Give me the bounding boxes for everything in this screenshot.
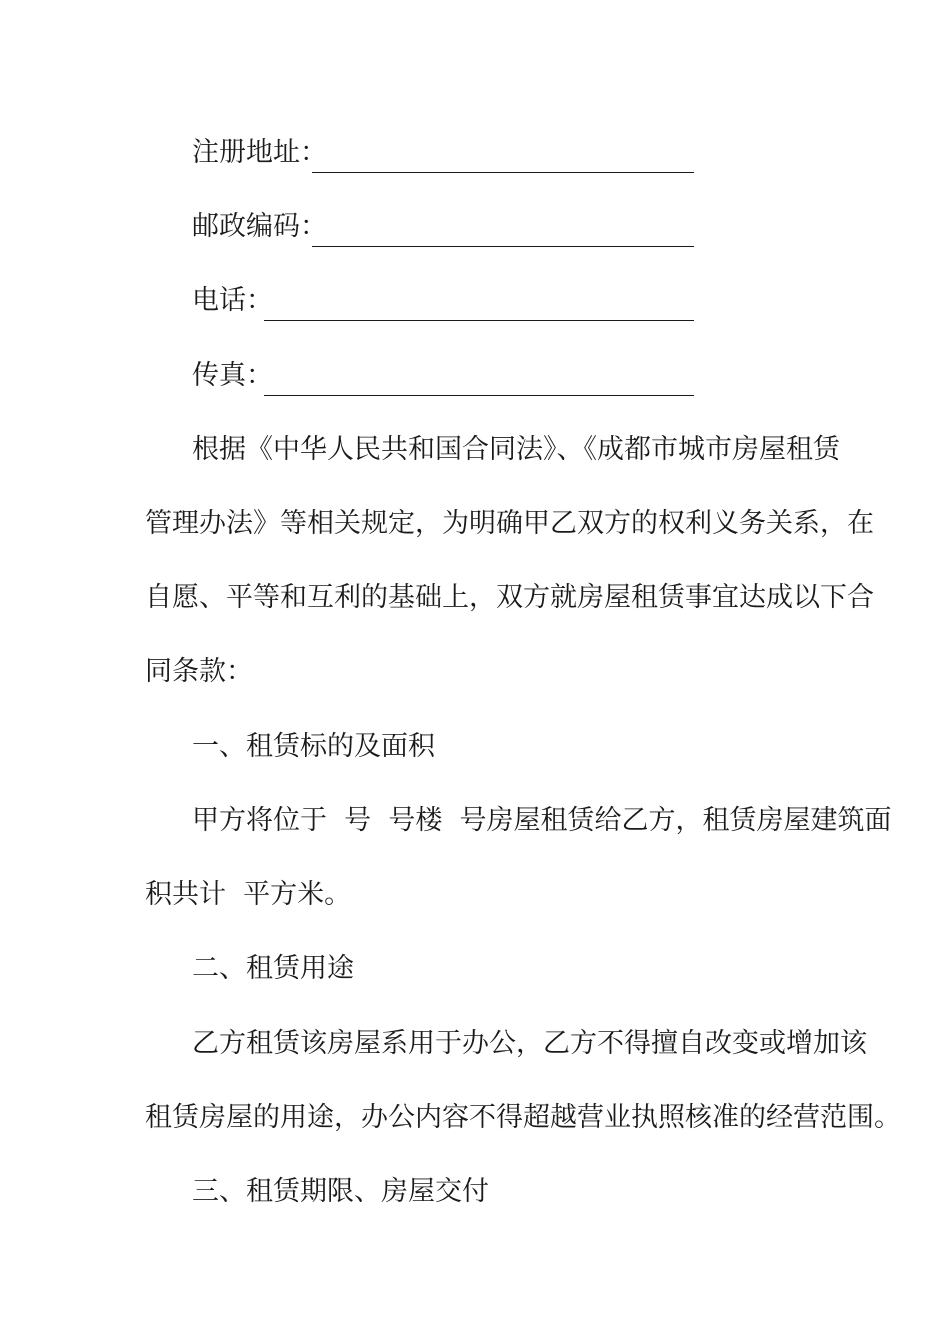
section-heading	[0, 949, 950, 989]
paragraph-line	[0, 430, 950, 470]
blank-underline	[312, 133, 694, 173]
field-fax	[0, 356, 950, 396]
paragraph-line	[0, 578, 950, 618]
paragraph-line	[0, 875, 950, 915]
paragraph-line	[0, 801, 950, 841]
text-line: 管理办法》等相关规定，为明确甲乙双方的权利义务关系，在	[145, 508, 874, 539]
blank-underline	[264, 281, 694, 321]
text-line: 自愿、平等和互利的基础上，双方就房屋租赁事宜达成以下合	[145, 582, 874, 613]
section-title: 三、租赁期限、房屋交付	[192, 1176, 489, 1207]
text-line: 同条款：	[145, 656, 253, 687]
field-label: 邮政编码：	[192, 211, 327, 242]
text-line: 租赁房屋的用途，办公内容不得超越营业执照核准的经营范围。	[145, 1102, 901, 1133]
text-line: 乙方租赁该房屋系用于办公，乙方不得擅自改变或增加该	[192, 1028, 867, 1059]
section-heading	[0, 1172, 950, 1212]
section-title: 二、租赁用途	[192, 953, 354, 984]
section-heading	[0, 727, 950, 767]
blank-underline	[312, 207, 694, 247]
paragraph-line	[0, 504, 950, 544]
paragraph-line	[0, 1024, 950, 1064]
paragraph-line	[0, 1098, 950, 1138]
text-line: 根据《中华人民共和国合同法》、《成都市城市房屋租赁	[192, 434, 840, 465]
field-phone	[0, 281, 950, 321]
field-registered-address	[0, 133, 950, 173]
text-line: 积共计 平方米。	[145, 879, 352, 910]
field-label: 传真：	[192, 360, 273, 391]
text-line: 甲方将位于 号 号楼 号房屋租赁给乙方，租赁房屋建筑面	[192, 805, 892, 836]
section-title: 一、租赁标的及面积	[192, 731, 435, 762]
field-label: 注册地址：	[192, 137, 327, 168]
paragraph-line	[0, 652, 950, 692]
field-label: 电话：	[192, 285, 273, 316]
blank-underline	[264, 356, 694, 396]
field-postal-code	[0, 207, 950, 247]
